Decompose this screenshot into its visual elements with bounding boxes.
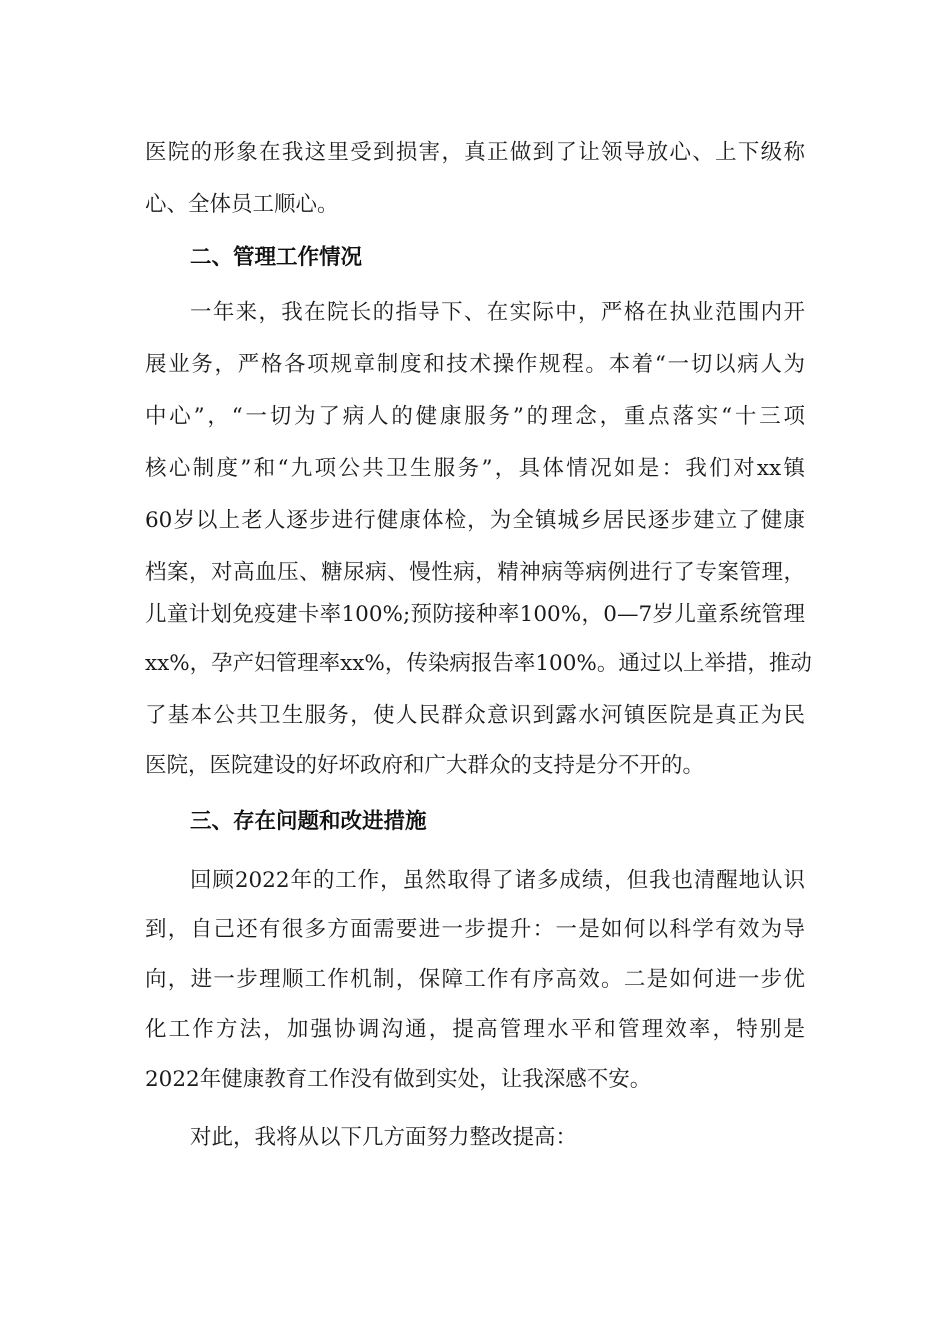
section-heading-management: 二、管理工作情况: [190, 245, 363, 270]
paragraph-line: 2022年健康教育工作没有做到实处，让我深感不安。: [145, 1067, 652, 1092]
paragraph-line: 档案，对高血压、糖尿病、慢性病，精神病等病例进行了专案管理，: [145, 560, 805, 585]
paragraph-line: 展业务，严格各项规章制度和技术操作规程。本着“一切以病人为: [145, 352, 805, 377]
paragraph-line: 向，进一步理顺工作机制，保障工作有序高效。二是如何进一步优: [145, 967, 805, 992]
paragraph-line: 医院的形象在我这里受到损害，真正做到了让领导放心、上下级称: [145, 140, 805, 165]
paragraph-line: 儿童计划免疫建卡率100%;预防接种率100%，0—7岁儿童系统管理: [145, 602, 805, 627]
paragraph-line: 心、全体员工顺心。: [145, 192, 339, 217]
section-heading-problems: 三、存在问题和改进措施: [190, 809, 427, 834]
paragraph-line: 核心制度”和“九项公共卫生服务”，具体情况如是：我们对xx镇: [145, 456, 805, 481]
paragraph-line: xx%，孕产妇管理率xx%，传染病报告率100%。通过以上举措，推动: [145, 651, 812, 676]
paragraph-line: 60岁以上老人逐步进行健康体检，为全镇城乡居民逐步建立了健康: [145, 508, 805, 533]
paragraph-line: 一年来，我在院长的指导下、在实际中，严格在执业范围内开: [190, 300, 805, 325]
paragraph-line: 回顾2022年的工作，虽然取得了诸多成绩，但我也清醒地认识: [190, 868, 805, 893]
paragraph-line: 中心”，“一切为了病人的健康服务”的理念，重点落实“十三项: [145, 404, 805, 429]
paragraph-line: 医院，医院建设的好坏政府和广大群众的支持是分不开的。: [145, 753, 705, 778]
paragraph-line: 到，自己还有很多方面需要进一步提升：一是如何以科学有效为导: [145, 917, 805, 942]
paragraph-line: 化工作方法，加强协调沟通，提高管理水平和管理效率，特别是: [145, 1017, 805, 1042]
paragraph-line: 对此，我将从以下几方面努力整改提高：: [190, 1125, 578, 1150]
paragraph-line: 了基本公共卫生服务，使人民群众意识到露水河镇医院是真正为民: [145, 703, 805, 728]
